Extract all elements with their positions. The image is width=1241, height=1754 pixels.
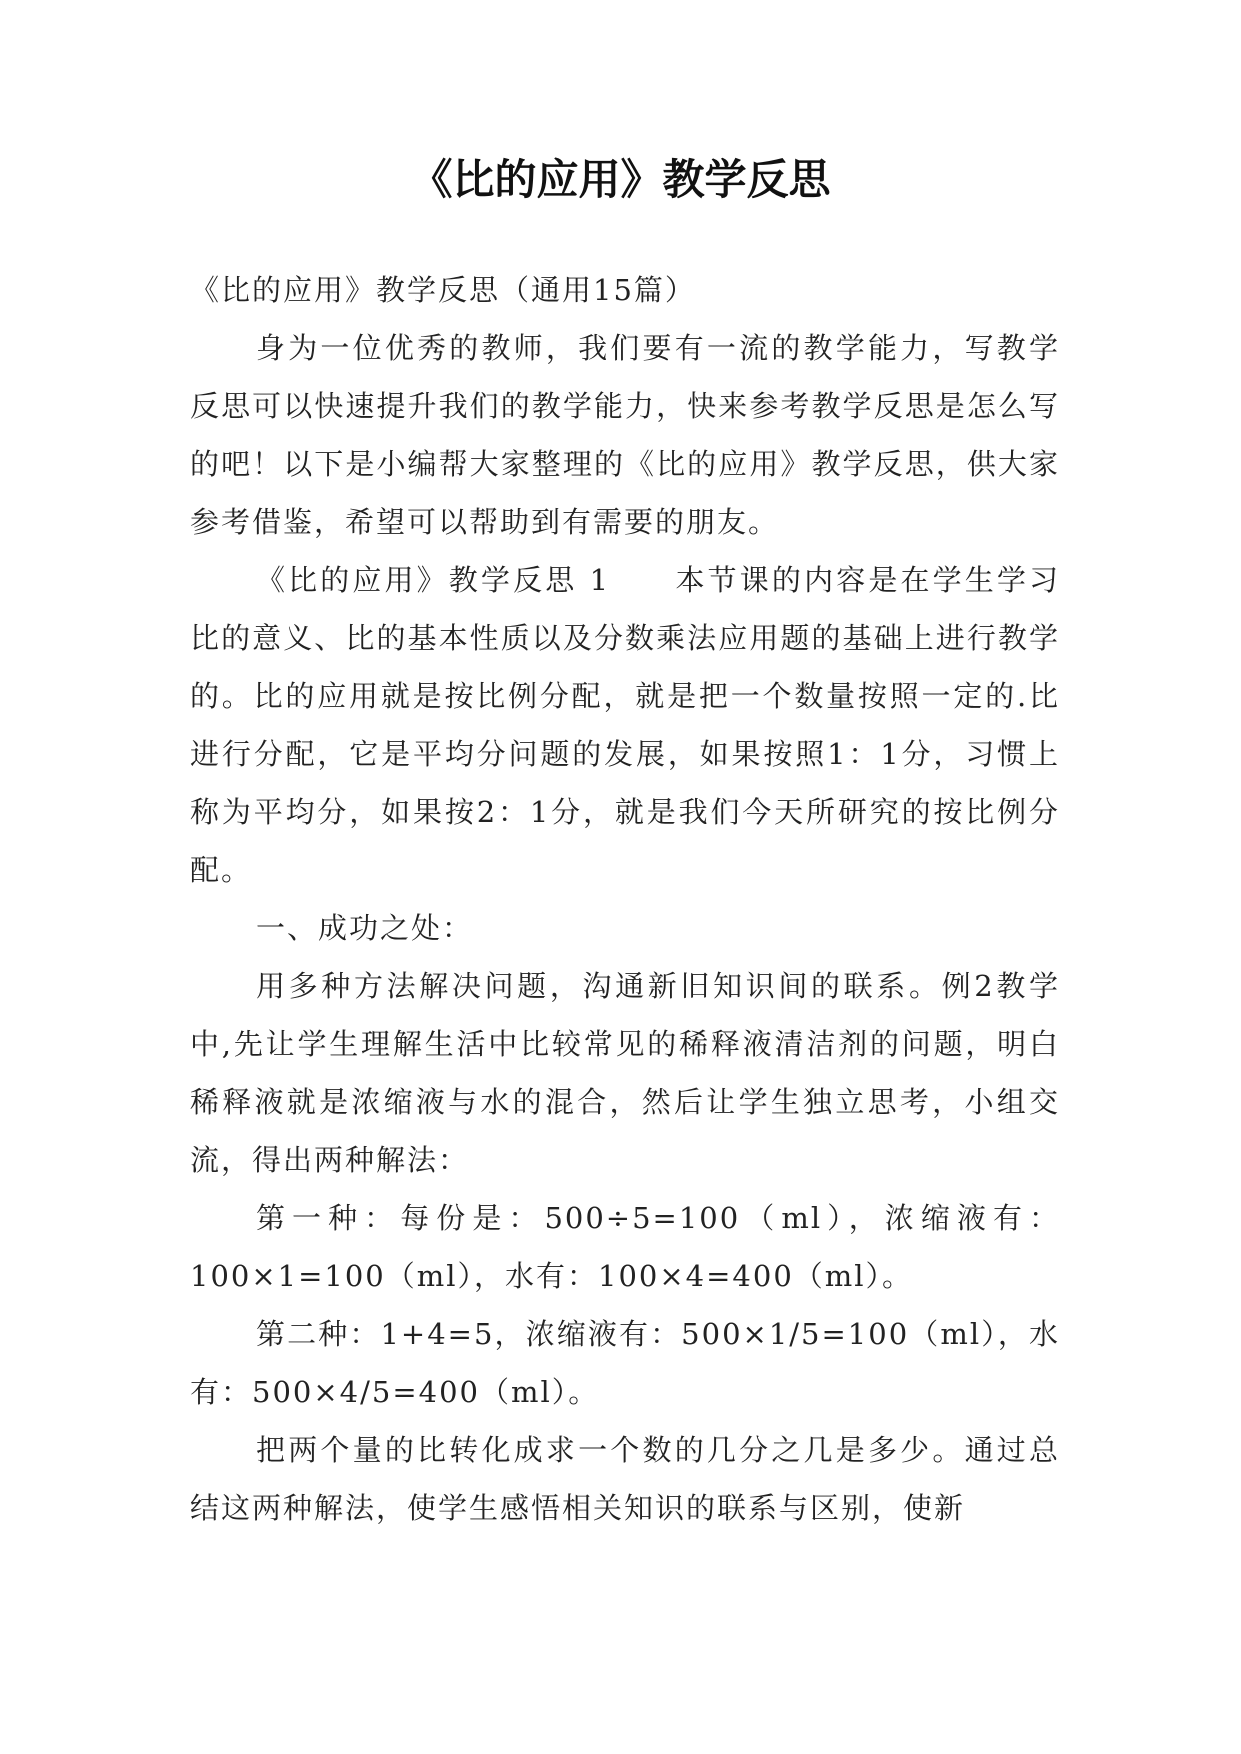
paragraph-method-one: 第一种：每份是：500÷5=100（ml），浓缩液有：100×1=100（ml），水有：100×4=400（ml）。: [190, 1201, 1060, 1293]
paragraph-subtitle: 《比的应用》教学反思（通用15篇）: [190, 273, 696, 307]
document-body: [190, 261, 1060, 1537]
paragraph-method-two: 第二种：1+4=5，浓缩液有：500×1/5=100（ml），水有：500×4/5=400（ml）。: [190, 1317, 1060, 1409]
paragraph-methods: 用多种方法解决问题，沟通新旧知识间的联系。例2教学中,先让学生理解生活中比较常见的稀释液清洁剂的问题，明白稀释液就是浓缩液与水的混合，然后让学生独立思考，小组交流，得出两种解法：: [190, 969, 1060, 1177]
document-title: 《比的应用》教学反思: [410, 155, 831, 204]
paragraph-intro: 身为一位优秀的教师，我们要有一流的教学能力，写教学反思可以快速提升我们的教学能力，快来参考教学反思是怎么写的吧！以下是小编帮大家整理的《比的应用》教学反思，供大家参考借鉴，希望可以帮助到有需要的朋友。: [190, 331, 1060, 539]
paragraph-reflection-1: 《比的应用》教学反思 1 本节课的内容是在学生学习比的意义、比的基本性质以及分数乘法应用题的基础上进行教学的。比的应用就是按比例分配，就是把一个数量按照一定的.比进行分配，它是平均分问题的发展，如果按照1：1分，习惯上称为平均分，如果按2：1分，就是我们今天所研究的按比例分配。: [190, 563, 1060, 887]
paragraph-summary: 把两个量的比转化成求一个数的几分之几是多少。通过总结这两种解法，使学生感悟相关知识的联系与区别，使新: [190, 1433, 1060, 1525]
section-heading-success: 一、成功之处：: [256, 911, 474, 945]
